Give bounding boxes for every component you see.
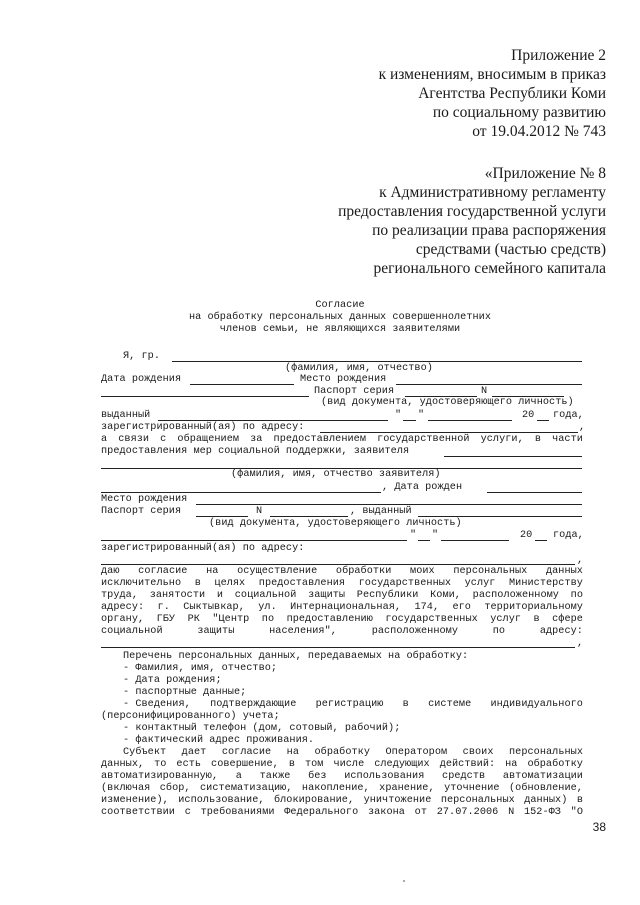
- subject-line: соответствии с требованиями Федерального закона от 27.07.2006 N 152-ФЗ "О: [101, 807, 583, 818]
- consent-line: исключительно в целях предоставления государственных услуг Министерству: [101, 578, 583, 589]
- issue-month-field[interactable]: [428, 420, 512, 421]
- comma: ,: [579, 422, 586, 433]
- list-item: - контактный телефон (дом, сотовый, рабочий);: [123, 723, 401, 734]
- form-subtitle: членов семьи, не являющихся заявителями: [219, 324, 461, 335]
- appendix-2-line: к изменениям, вносимым в приказ: [378, 66, 606, 83]
- quote-open: ": [395, 410, 402, 421]
- appendix-8-line: по реализации права распоряжения: [372, 222, 606, 239]
- issue-day-field[interactable]: [403, 420, 416, 421]
- birth-date-2-label: , Дата рожден: [382, 482, 463, 493]
- issued-2-label: , выданный: [350, 506, 412, 517]
- list-intro: Перечень персональных данных, передаваемых на обработку:: [123, 651, 469, 662]
- birth-date-2-field[interactable]: [487, 492, 582, 493]
- birth-place-label: Место рождения: [300, 374, 387, 385]
- consent-line: органу, ГБУ РК "Центр по предоставлению государственных услуг в сфере: [101, 614, 583, 625]
- list-item-cont: (персонифицированного) учета;: [101, 711, 280, 722]
- page-number: 38: [592, 820, 606, 834]
- passport-series-2-label: Паспорт серия: [101, 506, 182, 517]
- issued-by-2-field[interactable]: [418, 516, 582, 517]
- doc-hint: (вид документа, удостоверяющего личность): [321, 397, 574, 408]
- address-2-field[interactable]: [101, 564, 575, 565]
- subject-line: изменение), использование, блокирование, уничтожение персональных данных) в: [101, 795, 583, 806]
- consent-line: труда, занятости и социальной защиты Республики Коми, расположенному по: [101, 590, 583, 601]
- year-20: 20: [522, 410, 535, 421]
- applicant-fio-cont-field[interactable]: [101, 492, 381, 493]
- comma-3: ,: [577, 638, 584, 649]
- issue-year-2-field[interactable]: [535, 540, 547, 541]
- passport-number-label: N: [481, 386, 488, 397]
- consent-line: социальной защиты населения", расположенному по адресу:: [101, 626, 583, 637]
- appendix-2-header: [379, 46, 606, 141]
- issue-day-2-field[interactable]: [418, 540, 430, 541]
- i-citizen-label: Я, гр.: [123, 351, 160, 362]
- registered-2-label: зарегистрированный(ая) по адресу:: [101, 543, 305, 554]
- appendix-8-line: «Приложение № 8: [484, 165, 606, 182]
- fio-hint: (фамилия, имя, отчество): [285, 363, 433, 374]
- doc-hint-2: (вид документа, удостоверяющего личность): [209, 518, 462, 529]
- birth-place-field[interactable]: [396, 384, 582, 385]
- form-title: Согласие: [315, 300, 365, 311]
- subject-line: автоматизированную, а также без использования средств автоматизации: [101, 771, 583, 782]
- appendix-2-line: Приложение 2: [511, 47, 606, 64]
- appendix-8-header: [338, 164, 606, 278]
- operator-address-field[interactable]: [101, 647, 575, 648]
- form-subtitle: на обработку персональных данных совершеннолетних: [188, 312, 491, 323]
- issued-by-field[interactable]: [158, 420, 388, 421]
- subject-line: (включая сбор, систематизацию, накопление, хранение, уточнение (обновление,: [101, 783, 583, 794]
- passport-series-label: Паспорт серия: [314, 386, 395, 397]
- applicant-field[interactable]: [444, 456, 582, 457]
- birth-place-cont-field[interactable]: [101, 396, 309, 397]
- year-label: года,: [553, 410, 584, 421]
- issue-month-2-field[interactable]: [441, 540, 509, 541]
- appendix-2-line: по социальному развитию: [432, 104, 606, 121]
- quote-close: ": [418, 410, 425, 421]
- applicant-fio-hint: (фамилия, имя, отчество заявителя): [231, 469, 441, 480]
- quote-close-2: ": [432, 530, 439, 541]
- list-item: - Дата рождения;: [123, 675, 222, 686]
- birth-place-2-field[interactable]: [196, 504, 582, 505]
- birth-date-field[interactable]: [190, 384, 294, 385]
- fio-field[interactable]: [172, 361, 582, 362]
- appendix-8-line: регионального семейного капитала: [373, 260, 606, 277]
- appendix-8-line: к Административному регламенту: [379, 184, 606, 201]
- appendix-8-line: средствами (частью средств): [415, 241, 606, 258]
- consent-line: даю согласие на осуществление обработки моих персональных данных: [101, 566, 583, 577]
- appendix-8-line: предоставления государственной услуги: [338, 203, 606, 220]
- appendix-2-line: Агентства Республики Коми: [418, 85, 606, 102]
- passport-number-2-field[interactable]: [270, 516, 348, 517]
- issue-year-field[interactable]: [537, 420, 549, 421]
- list-item: - паспортные данные;: [123, 687, 247, 698]
- birth-place-2-label: Место рождения: [101, 494, 188, 505]
- birth-date-label: Дата рождения: [101, 374, 182, 385]
- quote-open-2: ": [410, 530, 417, 541]
- list-item: - Фамилия, имя, отчество;: [123, 663, 278, 674]
- appendix-2-line: от 19.04.2012 № 743: [472, 123, 606, 140]
- year-label-2: года,: [553, 530, 584, 541]
- issued-label: выданный: [101, 410, 151, 421]
- passport-number-2-label: N: [256, 506, 263, 517]
- passport-series-2-field[interactable]: [196, 516, 248, 517]
- list-item: - фактический адрес проживания.: [123, 735, 315, 746]
- registered-label: зарегистрированный(ая) по адресу:: [101, 422, 305, 433]
- list-item: - Сведения, подтверждающие регистрацию в системе индивидуального: [123, 699, 583, 710]
- scan-speck: [403, 880, 405, 882]
- social-support-label: предоставления мер социальной поддержки, заявителя: [101, 446, 410, 457]
- in-connection-line: а связи с обращением за предоставлением государственной услуги, в части: [101, 434, 583, 445]
- year-20-2: 20: [520, 530, 533, 541]
- subject-line: Субъект дает согласие на обработку Оператором своих персональных: [123, 747, 583, 758]
- address-field[interactable]: [320, 432, 578, 433]
- comma-2: ,: [577, 555, 584, 566]
- subject-line: данных, то есть совершение, в том числе следующих действий: на обработку: [101, 759, 583, 770]
- consent-line: адресу: г. Сыктывкар, ул. Интернациональная, 174, его территориальному: [101, 602, 583, 613]
- issued-by-2-cont-field[interactable]: [101, 540, 407, 541]
